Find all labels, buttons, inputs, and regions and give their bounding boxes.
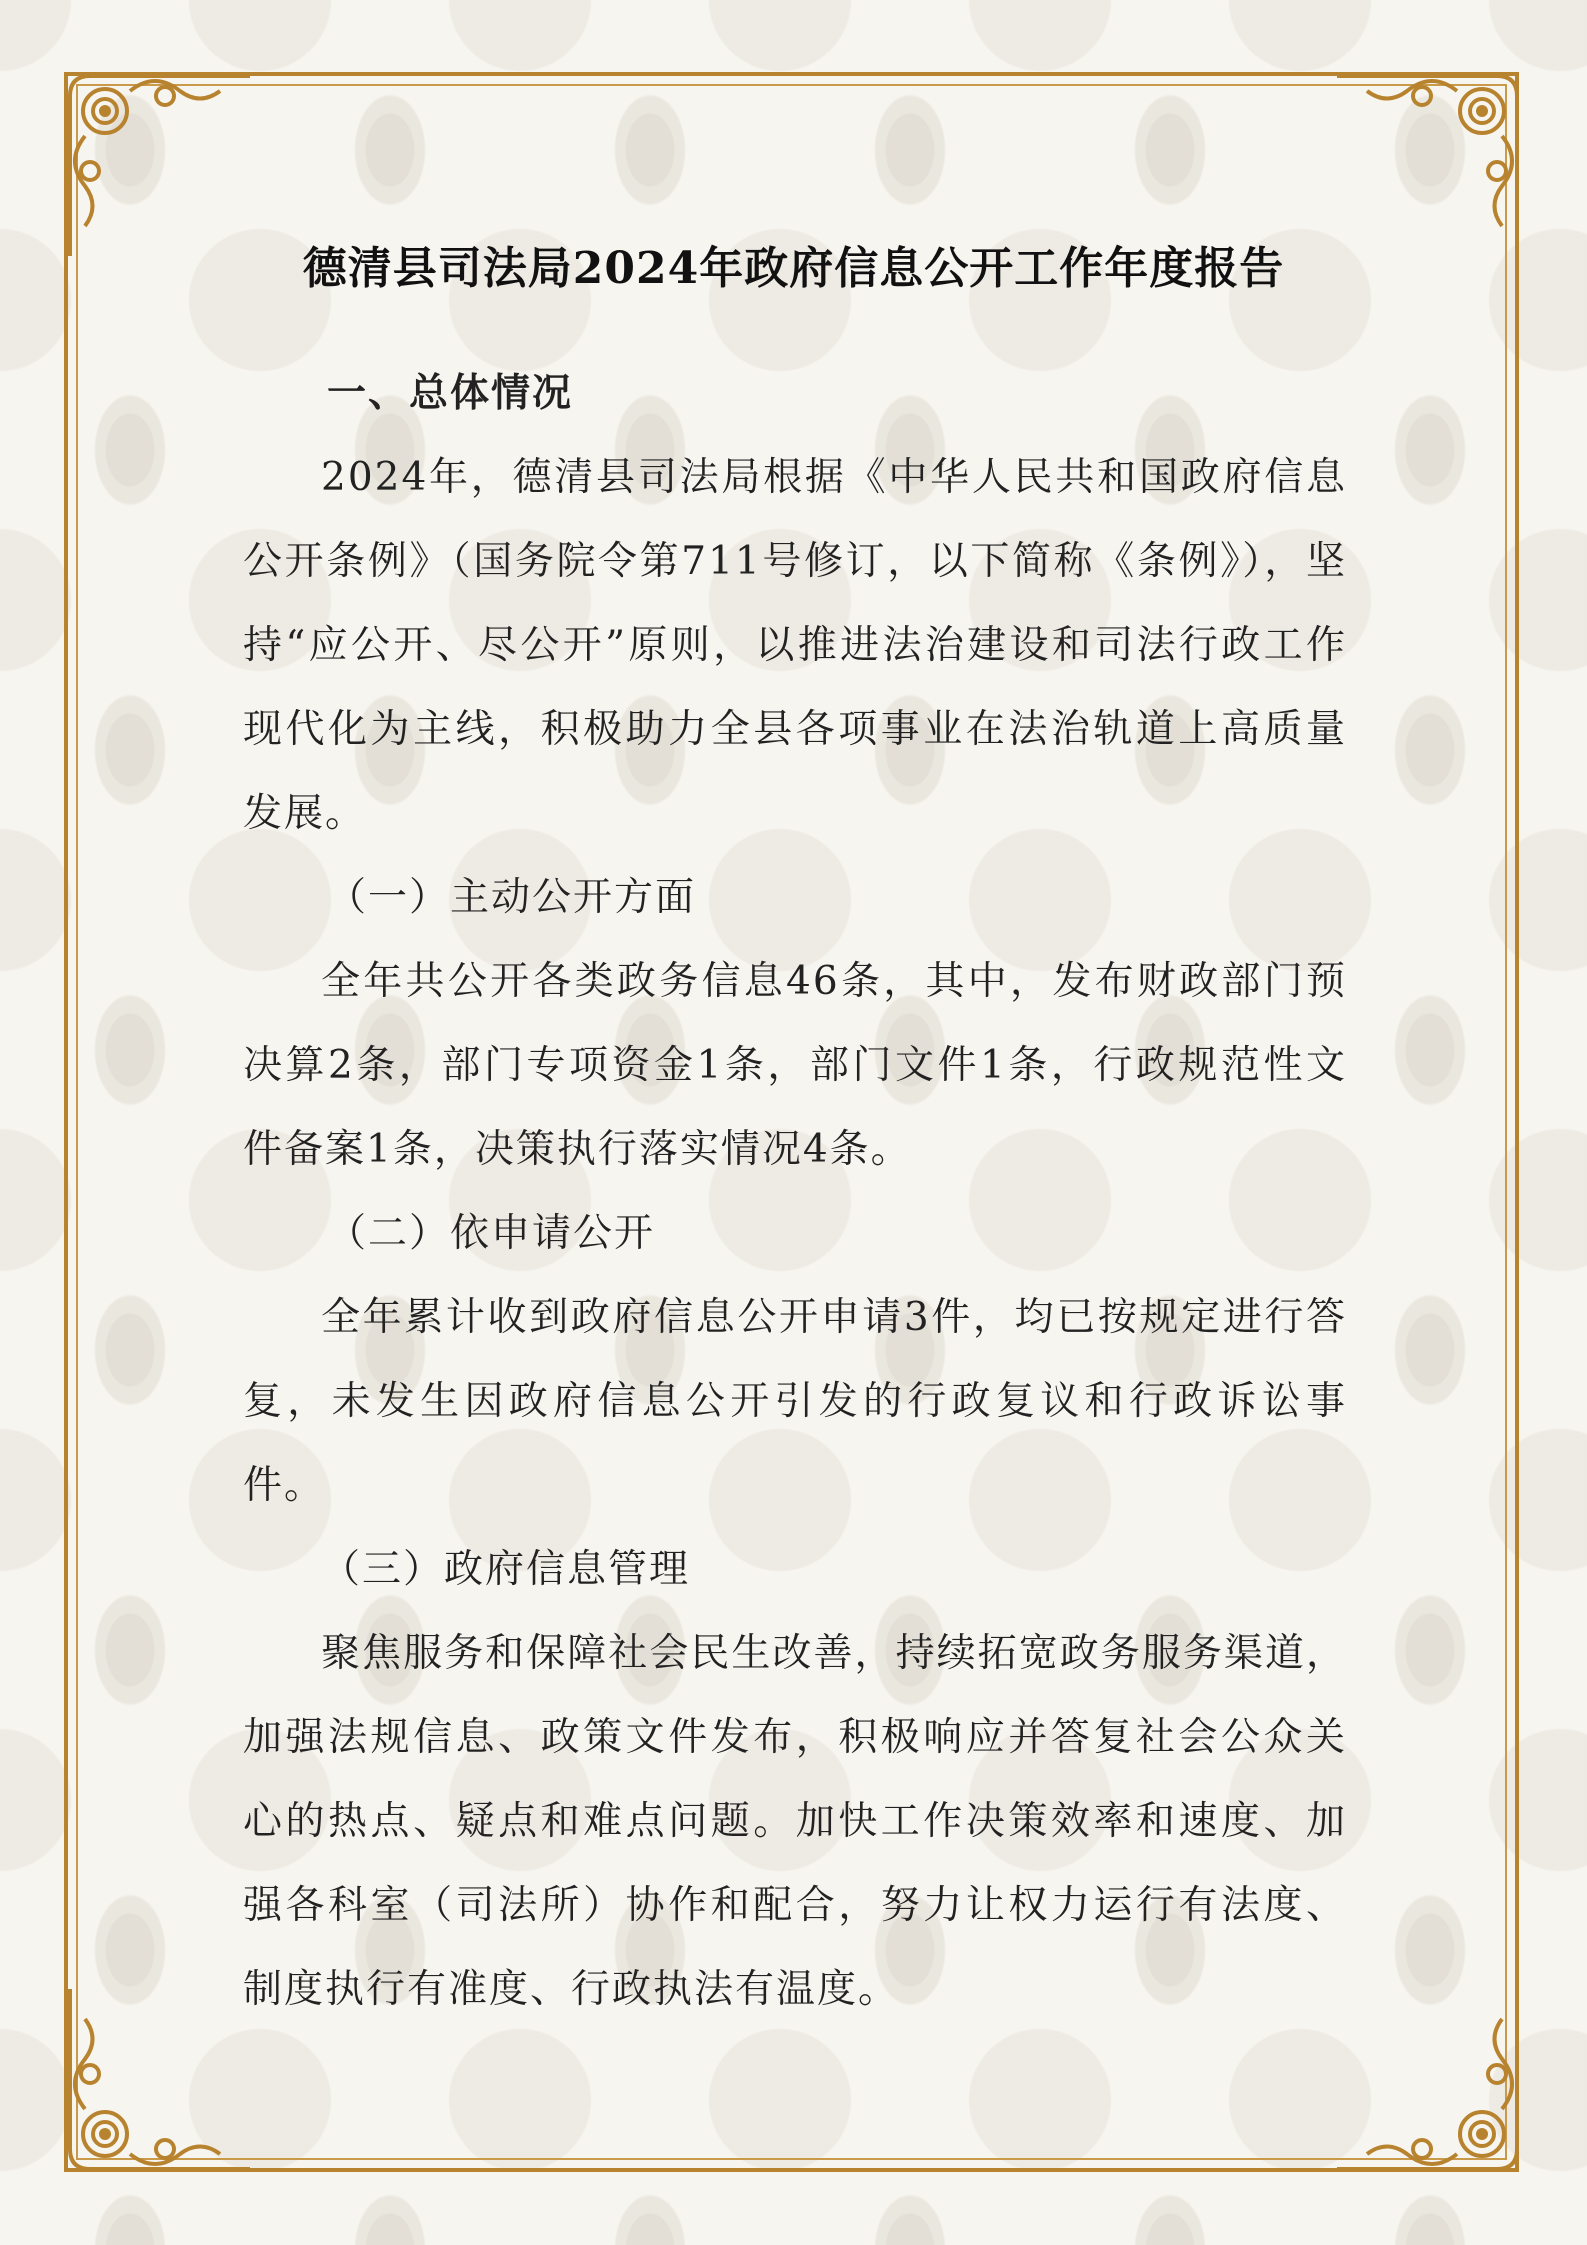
corner-ornament-icon [60,1979,260,2179]
section-heading-overall: 一、总体情况 [327,371,574,416]
subsection-heading-management: （三）政府信息管理 [321,1547,691,1592]
corner-ornament-icon [1327,1979,1527,2179]
subsection-heading-on-request: （二）依申请公开 [327,1211,656,1256]
document-title: 德清县司法局2024年政府信息公开工作年度报告 [302,243,1285,294]
subsection-heading-proactive: （一）主动公开方面 [327,875,697,920]
document-body [243,352,1347,2032]
paragraph-proactive: 全年共公开各类政务信息46条，其中，发布财政部门预决算2条，部门专项资金1条，部门文件1条，行政规范性文件备案1条，决策执行落实情况4条。 [243,959,1347,1172]
paragraph-on-request: 全年累计收到政府信息公开申请3件，均已按规定进行答复，未发生因政府信息公开引发的行政复议和行政诉讼事件。 [243,1295,1347,1508]
paragraph-management: 聚焦服务和保障社会民生改善，持续拓宽政务服务渠道，加强法规信息、政策文件发布，积极响应并答复社会公众关心的热点、疑点和难点问题。加快工作决策效率和速度、加强各科室（司法所）协作和配合，努力让权力运行有法度、制度执行有准度、行政执法有温度。 [243,1631,1347,2012]
paragraph-overall: 2024年，德清县司法局根据《中华人民共和国政府信息公开条例》（国务院令第711号修订，以下简称《条例》），坚持“应公开、尽公开”原则，以推进法治建设和司法行政工作现代化为主线，积极助力全县各项事业在法治轨道上高质量发展。 [243,455,1347,836]
